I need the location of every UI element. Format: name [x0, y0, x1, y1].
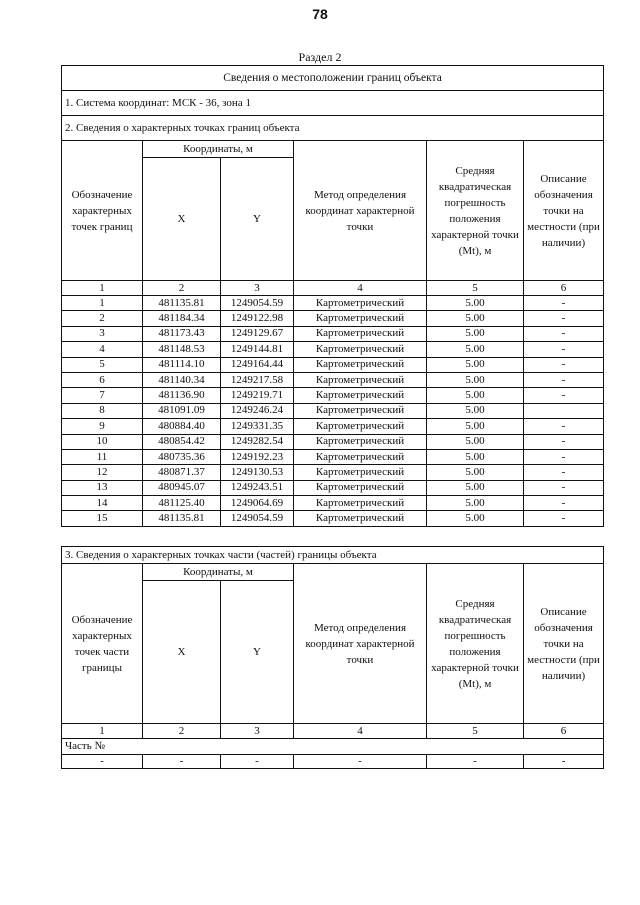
table-row [62, 342, 604, 357]
y-coordinate-cell: 1249054.59 [221, 511, 294, 526]
y-coordinate-cell: 1249217.58 [221, 372, 294, 387]
description-cell: - [524, 480, 604, 495]
point-number-cell: 12 [62, 465, 143, 480]
column-number: 6 [524, 281, 604, 296]
description-cell: - [524, 419, 604, 434]
point-number-cell: 9 [62, 419, 143, 434]
y-coordinate-cell: 1249130.53 [221, 465, 294, 480]
y-coordinate-cell: 1249243.51 [221, 480, 294, 495]
header-coordinates: Координаты, м [143, 141, 294, 158]
method-cell: Картометрический [294, 480, 427, 495]
table-row [62, 403, 604, 418]
mt-error-cell: 5.00 [427, 511, 524, 526]
table-row [62, 465, 604, 480]
x-coordinate-cell: 481173.43 [143, 326, 221, 341]
method-cell: Картометрический [294, 311, 427, 326]
method-cell: Картометрический [294, 296, 427, 311]
y-coordinate-cell: 1249064.69 [221, 496, 294, 511]
column-number: 1 [62, 281, 143, 296]
point-number-cell: 13 [62, 480, 143, 495]
x-coordinate-cell: 480884.40 [143, 419, 221, 434]
table-cell: - [524, 755, 604, 769]
mt-error-cell: 5.00 [427, 419, 524, 434]
point-number-cell: 5 [62, 357, 143, 372]
x-coordinate-cell: 481184.34 [143, 311, 221, 326]
method-cell: Картометрический [294, 511, 427, 526]
x-coordinate-cell: 481135.81 [143, 296, 221, 311]
x-coordinate-cell: 481140.34 [143, 372, 221, 387]
header-error: Средняя квадратическая погрешность положения характерной точки (Mt), м [427, 141, 524, 281]
table-row [62, 434, 604, 449]
point-number-cell: 10 [62, 434, 143, 449]
header-description: Описание обозначения точки на местности (при наличии) [524, 141, 604, 281]
table-row [62, 419, 604, 434]
section-label: Раздел 2 [298, 50, 342, 64]
description-cell: - [524, 434, 604, 449]
description-cell: - [524, 296, 604, 311]
point-number-cell: 15 [62, 511, 143, 526]
column-number: 2 [143, 281, 221, 296]
column-number: 4 [294, 281, 427, 296]
point-number-cell: 1 [62, 296, 143, 311]
point-number-cell: 3 [62, 326, 143, 341]
boundary-points-table [61, 65, 604, 527]
x-coordinate-cell: 481148.53 [143, 342, 221, 357]
table-title: Сведения о местоположении границ объекта [62, 66, 604, 91]
part-header-description: Описание обозначения точки на местности (при наличии) [524, 564, 604, 724]
method-cell: Картометрический [294, 372, 427, 387]
method-cell: Картометрический [294, 434, 427, 449]
method-cell: Картометрический [294, 449, 427, 464]
table-row [62, 496, 604, 511]
part-points-heading: 3. Сведения о характерных точках части (частей) границы объекта [62, 547, 604, 564]
part-column-number: 2 [143, 724, 221, 739]
y-coordinate-cell: 1249054.59 [221, 296, 294, 311]
point-number-cell: 2 [62, 311, 143, 326]
part-header-designation: Обозначение характерных точек части границы [62, 564, 143, 724]
part-header-x: X [143, 581, 221, 724]
page-number: 78 [312, 6, 328, 22]
point-number-cell: 11 [62, 449, 143, 464]
mt-error-cell: 5.00 [427, 434, 524, 449]
mt-error-cell: 5.00 [427, 357, 524, 372]
description-cell: - [524, 372, 604, 387]
mt-error-cell: 5.00 [427, 480, 524, 495]
point-number-cell: 4 [62, 342, 143, 357]
y-coordinate-cell: 1249219.71 [221, 388, 294, 403]
table-row [62, 388, 604, 403]
description-cell: - [524, 465, 604, 480]
x-coordinate-cell: 480854.42 [143, 434, 221, 449]
method-cell: Картометрический [294, 465, 427, 480]
part-empty-row [62, 755, 604, 769]
method-cell: Картометрический [294, 496, 427, 511]
header-y: Y [221, 158, 294, 281]
mt-error-cell: 5.00 [427, 372, 524, 387]
point-number-cell: 7 [62, 388, 143, 403]
header-designation: Обозначение характерных точек границ [62, 141, 143, 281]
part-column-number: 1 [62, 724, 143, 739]
part-points-table [61, 546, 604, 769]
mt-error-cell: 5.00 [427, 496, 524, 511]
mt-error-cell: 5.00 [427, 342, 524, 357]
point-number-cell: 6 [62, 372, 143, 387]
header-x: X [143, 158, 221, 281]
part-header-y: Y [221, 581, 294, 724]
part-column-number: 4 [294, 724, 427, 739]
table-cell: - [62, 755, 143, 769]
table-row [62, 326, 604, 341]
description-cell [524, 403, 604, 418]
column-number: 5 [427, 281, 524, 296]
table-row [62, 511, 604, 526]
method-cell: Картометрический [294, 388, 427, 403]
description-cell: - [524, 388, 604, 403]
y-coordinate-cell: 1249282.54 [221, 434, 294, 449]
column-number: 3 [221, 281, 294, 296]
method-cell: Картометрический [294, 357, 427, 372]
y-coordinate-cell: 1249246.24 [221, 403, 294, 418]
description-cell: - [524, 496, 604, 511]
y-coordinate-cell: 1249164.44 [221, 357, 294, 372]
mt-error-cell: 5.00 [427, 403, 524, 418]
table-row [62, 449, 604, 464]
method-cell: Картометрический [294, 419, 427, 434]
table-cell: - [221, 755, 294, 769]
y-coordinate-cell: 1249144.81 [221, 342, 294, 357]
part-column-number: 5 [427, 724, 524, 739]
x-coordinate-cell: 481114.10 [143, 357, 221, 372]
table-row [62, 296, 604, 311]
table-row [62, 311, 604, 326]
mt-error-cell: 5.00 [427, 449, 524, 464]
mt-error-cell: 5.00 [427, 296, 524, 311]
x-coordinate-cell: 481135.81 [143, 511, 221, 526]
method-cell: Картометрический [294, 326, 427, 341]
part-header-error: Средняя квадратическая погрешность положения характерной точки (Mt), м [427, 564, 524, 724]
table-cell: - [143, 755, 221, 769]
x-coordinate-cell: 480735.36 [143, 449, 221, 464]
y-coordinate-cell: 1249122.98 [221, 311, 294, 326]
points-heading: 2. Сведения о характерных точках границ объекта [62, 116, 604, 141]
y-coordinate-cell: 1249192.23 [221, 449, 294, 464]
part-header-coordinates: Координаты, м [143, 564, 294, 581]
part-column-number: 3 [221, 724, 294, 739]
mt-error-cell: 5.00 [427, 388, 524, 403]
column-number-row [62, 281, 604, 296]
part-label: Часть № [62, 739, 604, 755]
point-number-cell: 8 [62, 403, 143, 418]
table-row [62, 480, 604, 495]
method-cell: Картометрический [294, 403, 427, 418]
x-coordinate-cell: 481091.09 [143, 403, 221, 418]
y-coordinate-cell: 1249129.67 [221, 326, 294, 341]
part-column-number-row [62, 724, 604, 739]
x-coordinate-cell: 481125.40 [143, 496, 221, 511]
point-number-cell: 14 [62, 496, 143, 511]
x-coordinate-cell: 480871.37 [143, 465, 221, 480]
description-cell: - [524, 342, 604, 357]
part-header-method: Метод определения координат характерной точки [294, 564, 427, 724]
table-row [62, 357, 604, 372]
mt-error-cell: 5.00 [427, 465, 524, 480]
description-cell: - [524, 357, 604, 372]
part-column-number: 6 [524, 724, 604, 739]
table-row [62, 372, 604, 387]
mt-error-cell: 5.00 [427, 326, 524, 341]
coordinate-system: 1. Система координат: МСК - 36, зона 1 [62, 91, 604, 116]
table-cell: - [294, 755, 427, 769]
description-cell: - [524, 449, 604, 464]
description-cell: - [524, 511, 604, 526]
mt-error-cell: 5.00 [427, 311, 524, 326]
y-coordinate-cell: 1249331.35 [221, 419, 294, 434]
description-cell: - [524, 326, 604, 341]
points-rows [62, 296, 604, 527]
x-coordinate-cell: 481136.90 [143, 388, 221, 403]
x-coordinate-cell: 480945.07 [143, 480, 221, 495]
header-method: Метод определения координат характерной точки [294, 141, 427, 281]
description-cell: - [524, 311, 604, 326]
table-cell: - [427, 755, 524, 769]
method-cell: Картометрический [294, 342, 427, 357]
